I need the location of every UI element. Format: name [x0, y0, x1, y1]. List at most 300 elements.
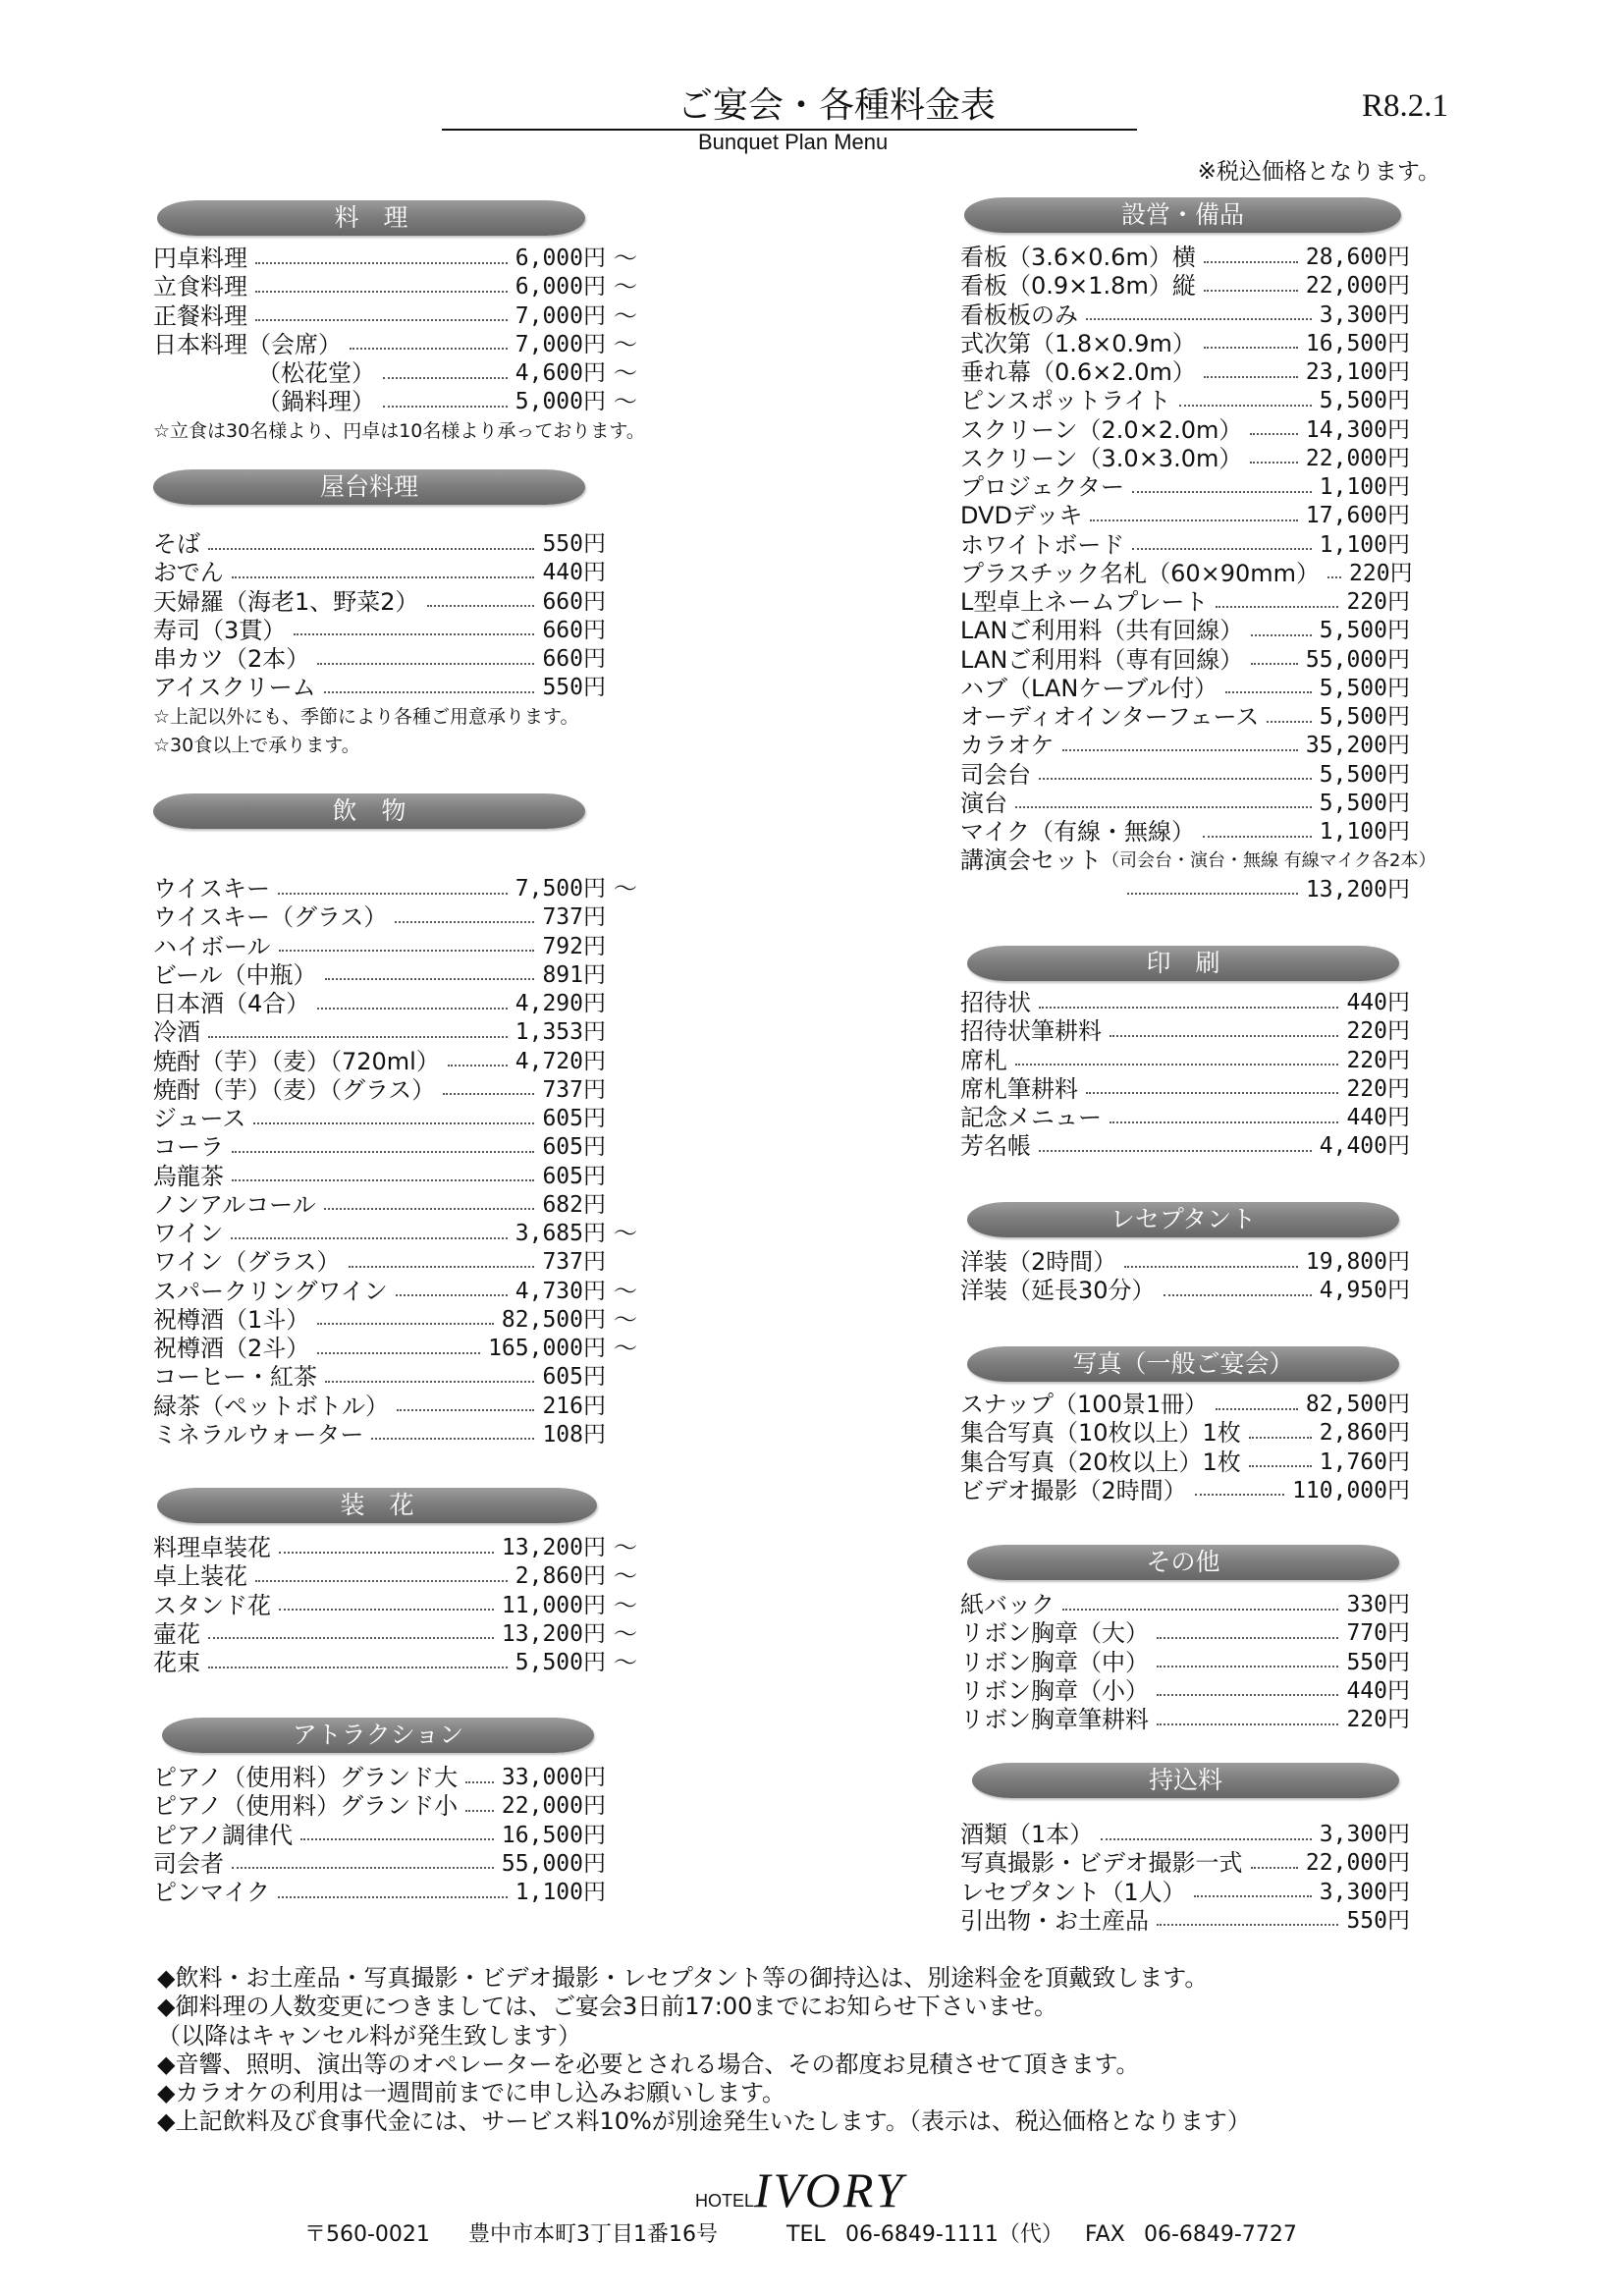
- section-header-receptionist: レセプタント: [967, 1202, 1399, 1237]
- item-name: マイク（有線・無線）: [960, 818, 1196, 846]
- hotel-logo: [695, 2162, 906, 2217]
- price-row: [153, 1592, 639, 1620]
- item-price: 16,500円: [501, 1822, 606, 1848]
- price-row: [960, 1391, 1410, 1419]
- tax-note: ※税込価格となります。: [1197, 159, 1440, 185]
- price-row: [153, 388, 639, 416]
- item-name: 記念メニュー: [960, 1104, 1102, 1131]
- dot-leader: [1250, 433, 1298, 435]
- item-name: カラオケ: [960, 732, 1055, 760]
- item-price: 110,000円: [1292, 1477, 1410, 1503]
- price-row: [153, 1335, 639, 1363]
- item-name: 講演会セット: [960, 847, 1102, 875]
- item-name: （松花堂）: [257, 359, 375, 387]
- item-detail: （司会台・演台・無線 有線マイク各2本）: [1102, 850, 1436, 872]
- item-name: ハイボール: [153, 932, 271, 960]
- price-row: [960, 330, 1410, 358]
- address-tel: 06-6849-1111（代）: [845, 2222, 1063, 2247]
- item-price: 108円: [542, 1421, 606, 1448]
- item-name: 式次第（1.8×0.9m）: [960, 329, 1196, 357]
- item-name: ノンアルコール: [153, 1190, 316, 1219]
- item-price: 3,300円: [1319, 301, 1410, 328]
- item-name: 紙バック: [960, 1591, 1055, 1618]
- price-row: [153, 1278, 639, 1306]
- logo-hotel-text: HOTEL: [695, 2191, 755, 2211]
- price-row: [153, 588, 639, 617]
- price-row: [153, 1764, 639, 1792]
- item-price: 1,100円: [1319, 819, 1410, 845]
- item-name: 酒類（1本）: [960, 1821, 1094, 1848]
- item-price: 5,000円: [514, 389, 606, 415]
- dot-leader: [1203, 836, 1312, 838]
- item-name: ウイスキー（グラス）: [153, 903, 388, 932]
- item-name: 花束: [153, 1649, 200, 1676]
- dot-leader: [1157, 1666, 1338, 1667]
- section-header-food-stalls: 屋台料理: [153, 469, 585, 505]
- address-fax: 06-6849-7727: [1144, 2222, 1297, 2247]
- dot-leader: [1157, 1924, 1338, 1926]
- item-price: 28,600円: [1305, 245, 1410, 270]
- item-name: 司会者: [153, 1849, 224, 1878]
- item-price: 891円: [542, 961, 606, 988]
- price-row: [960, 1821, 1410, 1849]
- section-header-setup-equipment: 設営・備品: [964, 197, 1401, 233]
- dot-leader: [448, 1065, 508, 1066]
- price-row: [153, 1850, 639, 1879]
- price-from-mark: ～: [614, 1277, 637, 1305]
- item-price: 1,100円: [514, 1880, 606, 1905]
- item-price: 330円: [1346, 1592, 1410, 1617]
- dot-leader: [1157, 1723, 1338, 1725]
- dot-leader: [1157, 1637, 1338, 1639]
- dot-leader: [1039, 1007, 1338, 1009]
- dot-leader: [1015, 1064, 1338, 1066]
- dot-leader: [231, 1237, 507, 1239]
- price-from-mark: ～: [614, 1649, 637, 1676]
- item-price: 4,290円: [514, 991, 606, 1016]
- dot-leader: [278, 1896, 508, 1898]
- dot-leader: [324, 691, 535, 693]
- section-header-printing: 印 刷: [967, 946, 1399, 981]
- price-row: [960, 1419, 1410, 1448]
- section-note: ☆上記以外にも、季節により各種ご用意承ります。: [153, 705, 579, 728]
- item-price: 4,400円: [1319, 1133, 1410, 1160]
- price-row: [153, 1534, 639, 1562]
- item-price: 440円: [542, 560, 606, 586]
- item-name: 看板（0.9×1.8m）縦: [960, 272, 1196, 301]
- item-price: 82,500円: [501, 1306, 606, 1333]
- item-price: 550円: [542, 675, 606, 701]
- dot-leader: [1101, 1838, 1311, 1840]
- price-from-mark: ～: [614, 273, 637, 301]
- item-name: 席札筆耕料: [960, 1074, 1078, 1103]
- dot-leader: [232, 1867, 494, 1869]
- item-name: LANご利用料（専有回線）: [960, 645, 1244, 674]
- price-row: [960, 1132, 1410, 1161]
- price-row: [153, 1363, 639, 1392]
- item-price: 770円: [1346, 1620, 1410, 1647]
- item-name: 串カツ（2本）: [153, 645, 310, 673]
- price-row: [153, 245, 639, 273]
- dot-leader: [253, 1122, 534, 1124]
- item-name: スナップ（100景1冊）: [960, 1391, 1209, 1418]
- item-price: 216円: [542, 1393, 606, 1419]
- dot-leader: [1251, 1867, 1298, 1869]
- dot-leader: [278, 893, 508, 895]
- dot-leader: [395, 921, 534, 923]
- item-price: 220円: [1349, 560, 1413, 586]
- item-price: 55,000円: [501, 1850, 606, 1877]
- item-name: 焼酎（芋）（麦）（720ml）: [153, 1047, 440, 1075]
- dot-leader: [1249, 1465, 1312, 1467]
- price-row: [960, 1075, 1410, 1104]
- item-price: 5,500円: [514, 1650, 606, 1675]
- price-row: [153, 1133, 639, 1162]
- price-row: [960, 1104, 1410, 1132]
- price-row: [153, 1248, 639, 1277]
- price-row: [153, 1306, 639, 1335]
- price-row: [960, 358, 1410, 387]
- price-from-mark: ～: [614, 359, 637, 387]
- item-price: 4,950円: [1319, 1278, 1410, 1304]
- price-row: [960, 416, 1410, 445]
- dot-leader: [1249, 1437, 1312, 1439]
- revision-date: R8.2.1: [1362, 88, 1449, 124]
- price-row: [153, 1220, 639, 1248]
- item-price: 2,860円: [514, 1563, 606, 1590]
- price-row: [153, 331, 639, 359]
- dot-leader: [1157, 1694, 1338, 1696]
- item-name: コーヒー・紅茶: [153, 1363, 318, 1392]
- item-name: リボン胸章（中）: [960, 1648, 1149, 1676]
- item-name: 料理卓装花: [153, 1534, 271, 1561]
- item-price: 82,500円: [1305, 1392, 1410, 1417]
- dot-leader: [294, 633, 534, 635]
- price-from-mark: ～: [614, 875, 637, 902]
- price-row: [153, 875, 639, 903]
- dot-leader: [349, 1266, 535, 1268]
- footer-note: ◆御料理の人数変更につきましては、ご宴会3日前17:00までにお知らせ下さいませ。: [157, 1993, 1057, 2021]
- dot-leader: [1110, 1121, 1338, 1123]
- dot-leader: [279, 950, 535, 952]
- item-name: リボン胸章（大）: [960, 1619, 1149, 1648]
- price-row: [960, 1277, 1410, 1305]
- logo-ivory-text: IVORY: [754, 2162, 906, 2217]
- price-row: [960, 445, 1410, 473]
- item-name: ホワイトボード: [960, 530, 1125, 559]
- item-name: 洋装（2時間）: [960, 1248, 1117, 1276]
- dot-leader: [1204, 261, 1298, 263]
- item-name: ハブ（LANケーブル付）: [960, 674, 1218, 702]
- item-name: （鍋料理）: [257, 388, 375, 416]
- item-name: スクリーン（2.0×2.0m）: [960, 415, 1243, 444]
- item-price: 17,600円: [1305, 503, 1410, 529]
- item-name: レセプタント（1人）: [960, 1878, 1186, 1906]
- item-name: ビール（中瓶）: [153, 960, 317, 989]
- item-price: 5,500円: [1319, 790, 1410, 816]
- price-row: [153, 1792, 639, 1821]
- item-name: 祝樽酒（1斗）: [153, 1305, 310, 1334]
- price-row: [153, 359, 639, 388]
- item-price: 5,500円: [1319, 761, 1410, 788]
- dot-leader: [1195, 1494, 1284, 1496]
- dot-leader: [255, 319, 508, 321]
- item-price: 4,600円: [514, 360, 606, 386]
- item-price: 7,000円: [514, 302, 606, 329]
- section-photo-list: [960, 1391, 1410, 1505]
- section-cuisine-list: [153, 245, 645, 446]
- price-from-mark: ～: [614, 1619, 637, 1648]
- section-header-flowers: 装 花: [157, 1488, 597, 1523]
- item-name: アイスクリーム: [153, 674, 316, 702]
- item-name: ジュース: [153, 1105, 246, 1132]
- section-food-stalls-list: [153, 530, 639, 760]
- item-price: 737円: [542, 904, 606, 931]
- item-price: 660円: [542, 617, 606, 643]
- section-note: ☆立食は30名様より、円卓は10名様より承っております。: [153, 419, 645, 442]
- item-name: ピンマイク: [153, 1879, 271, 1906]
- price-from-mark: ～: [614, 1335, 637, 1362]
- dot-leader: [1039, 778, 1312, 780]
- dot-leader: [1062, 1609, 1338, 1611]
- price-row: [153, 1076, 639, 1105]
- dot-leader: [279, 1552, 494, 1554]
- dot-leader: [317, 1323, 494, 1325]
- price-row: [960, 1047, 1410, 1075]
- price-row: [153, 674, 639, 702]
- item-name: L型卓上ネームプレート: [960, 588, 1209, 616]
- item-price: 605円: [542, 1106, 606, 1131]
- price-row: [153, 559, 639, 587]
- section-header-drinks: 飲 物: [153, 793, 585, 829]
- item-price: 550円: [1346, 1907, 1410, 1934]
- dot-leader: [208, 548, 534, 550]
- item-name: 焼酎（芋）（麦）（グラス）: [153, 1075, 436, 1104]
- price-row: [960, 272, 1410, 301]
- price-row: [960, 1477, 1410, 1505]
- item-price: 220円: [1346, 1707, 1410, 1732]
- price-row: [960, 473, 1410, 502]
- item-price: 19,800円: [1305, 1249, 1410, 1275]
- item-price: 22,000円: [1305, 445, 1410, 471]
- item-price: 4,720円: [514, 1048, 606, 1074]
- footer-note: （以降はキャンセル料が発生致します）: [157, 2021, 581, 2050]
- item-name: ミネラルウォーター: [153, 1420, 364, 1449]
- item-name: ピアノ（使用料）グランド大: [153, 1764, 459, 1791]
- section-setup-equipment-list: [960, 244, 1436, 904]
- dot-leader: [317, 663, 534, 665]
- item-name: 壷花: [153, 1619, 200, 1648]
- item-name: 洋装（延長30分）: [960, 1277, 1156, 1305]
- price-row: [960, 876, 1410, 904]
- item-price: 1,353円: [514, 1019, 606, 1046]
- dot-leader: [1179, 405, 1312, 407]
- price-row: [960, 675, 1410, 703]
- price-row: [960, 244, 1410, 272]
- item-price: 660円: [542, 646, 606, 672]
- price-row: [960, 790, 1410, 818]
- item-price: 3,300円: [1319, 1879, 1410, 1905]
- item-price: 35,200円: [1305, 733, 1410, 759]
- price-row: [153, 617, 639, 645]
- item-name: 招待状: [960, 989, 1031, 1016]
- item-price: 2,860円: [1319, 1420, 1410, 1447]
- item-name: ワイン（グラス）: [153, 1248, 341, 1277]
- dot-leader: [208, 1667, 508, 1668]
- section-header-attractions: アトラクション: [162, 1718, 594, 1753]
- item-price: 440円: [1346, 1677, 1410, 1704]
- item-price: 22,000円: [501, 1793, 606, 1820]
- price-from-mark: ～: [614, 1220, 637, 1247]
- item-price: 660円: [542, 588, 606, 615]
- price-row: [153, 645, 639, 674]
- item-name: 引出物・お土産品: [960, 1906, 1149, 1935]
- dot-leader: [1164, 1294, 1312, 1296]
- dot-leader: [317, 1352, 480, 1354]
- dot-leader: [1216, 606, 1338, 608]
- price-row: [153, 1191, 639, 1220]
- dot-leader: [371, 1438, 534, 1440]
- price-from-mark: ～: [614, 1591, 637, 1619]
- dot-leader: [1225, 691, 1312, 693]
- dot-leader: [383, 406, 508, 408]
- section-header-cuisine: 料 理: [157, 200, 585, 236]
- section-printing-list: [960, 989, 1410, 1162]
- dot-leader: [325, 1381, 534, 1383]
- dot-leader: [325, 978, 535, 980]
- item-price: 16,500円: [1305, 330, 1410, 356]
- item-name: 立食料理: [153, 273, 247, 301]
- item-price: 6,000円: [514, 246, 606, 271]
- dot-leader: [396, 1294, 508, 1296]
- item-price: 220円: [1346, 1075, 1410, 1102]
- item-name: プロジェクター: [960, 473, 1125, 501]
- dot-leader: [1251, 634, 1311, 636]
- item-price: 13,200円: [501, 1535, 606, 1560]
- price-row: [153, 302, 639, 331]
- address-street: 豊中市本町3丁目1番16号: [468, 2222, 718, 2247]
- footer-note: ◆上記飲料及び食事代金には、サービス料10%が別途発生いたします。（表示は、税込価格となります）: [157, 2107, 1251, 2136]
- item-name: 看板板のみ: [960, 301, 1078, 329]
- dot-leader: [397, 1409, 534, 1411]
- dot-leader: [1127, 893, 1298, 895]
- section-drinks-list: [153, 875, 639, 1449]
- item-price: 55,000円: [1305, 646, 1410, 673]
- price-from-mark: ～: [614, 388, 637, 416]
- price-row: [153, 1018, 639, 1047]
- item-price: 4,730円: [514, 1278, 606, 1304]
- price-row: [153, 903, 639, 932]
- item-name: スクリーン（3.0×3.0m）: [960, 444, 1243, 472]
- item-name: スパークリングワイン: [153, 1277, 388, 1305]
- dot-leader: [1204, 290, 1298, 292]
- item-price: 220円: [1346, 1018, 1410, 1045]
- price-row: [960, 387, 1410, 415]
- price-row: [960, 531, 1410, 560]
- item-name: ビデオ撮影（2時間）: [960, 1476, 1187, 1504]
- section-header-bring-in-fees: 持込料: [972, 1763, 1399, 1798]
- dot-leader: [255, 1580, 508, 1582]
- item-name: 日本料理（会席）: [153, 330, 342, 358]
- price-row: [960, 1649, 1410, 1677]
- section-receptionist-list: [960, 1248, 1410, 1306]
- item-price: 13,200円: [501, 1620, 606, 1647]
- price-row: [960, 1849, 1410, 1878]
- item-name: 緑茶（ペットボトル）: [153, 1392, 389, 1420]
- item-name: ピアノ（使用料）グランド小: [153, 1792, 459, 1821]
- item-price: 165,000円: [488, 1336, 606, 1361]
- item-price: 1,760円: [1319, 1449, 1410, 1475]
- price-row: [960, 301, 1410, 330]
- item-price: 5,500円: [1319, 704, 1410, 730]
- price-from-mark: ～: [614, 1562, 637, 1591]
- dot-leader: [427, 605, 535, 607]
- item-name: 正餐料理: [153, 301, 247, 330]
- item-price: 737円: [542, 1076, 606, 1103]
- price-row: [153, 1421, 639, 1449]
- price-row: [960, 732, 1410, 760]
- dot-leader: [1132, 548, 1311, 550]
- item-name: 天婦羅（海老1、野菜2）: [153, 587, 419, 616]
- price-row: [960, 703, 1410, 732]
- price-row: [960, 1449, 1410, 1477]
- price-row: [960, 847, 1436, 875]
- item-name: ワイン: [153, 1220, 224, 1247]
- section-header-other: その他: [967, 1545, 1399, 1580]
- item-price: 550円: [1346, 1649, 1410, 1675]
- section-other-list: [960, 1591, 1410, 1734]
- price-row: [153, 1620, 639, 1649]
- item-name: DVDデッキ: [960, 502, 1083, 530]
- item-price: 440円: [1346, 1105, 1410, 1130]
- item-name: 芳名帳: [960, 1132, 1031, 1161]
- dot-leader: [1216, 1408, 1298, 1410]
- item-name: 烏龍茶: [153, 1162, 224, 1190]
- item-name: ウイスキー: [153, 875, 271, 902]
- page-title: ご宴会・各種料金表: [677, 85, 997, 126]
- price-row: [153, 1879, 639, 1907]
- dot-leader: [465, 1781, 494, 1783]
- item-price: 605円: [542, 1163, 606, 1189]
- price-from-mark: ～: [614, 330, 637, 358]
- price-from-mark: ～: [614, 1305, 637, 1334]
- price-row: [960, 1706, 1410, 1734]
- price-row: [153, 1048, 639, 1076]
- item-price: 737円: [542, 1249, 606, 1276]
- price-row: [960, 1017, 1410, 1046]
- price-from-mark: ～: [614, 1534, 637, 1561]
- item-price: 1,100円: [1319, 531, 1410, 558]
- item-price: 7,000円: [514, 331, 606, 357]
- dot-leader: [1204, 347, 1298, 349]
- footer-note: ◆カラオケの利用は一週間前までに申し込みお願いします。: [157, 2079, 786, 2106]
- price-row: [153, 530, 639, 559]
- item-name: 集合写真（10枚以上）1枚: [960, 1419, 1241, 1448]
- item-price: 5,500円: [1319, 388, 1410, 414]
- item-name: LANご利用料（共有回線）: [960, 617, 1244, 645]
- page-subtitle: Bunquet Plan Menu: [698, 130, 889, 154]
- price-row: [960, 588, 1410, 617]
- price-row: [960, 502, 1410, 530]
- item-price: 605円: [542, 1134, 606, 1161]
- dot-leader: [443, 1093, 534, 1095]
- dot-leader: [383, 377, 508, 379]
- item-name: 卓上装花: [153, 1562, 247, 1591]
- price-row: [153, 961, 639, 990]
- price-row: [153, 273, 639, 301]
- item-name: そば: [153, 530, 200, 558]
- item-price: 14,300円: [1305, 416, 1410, 443]
